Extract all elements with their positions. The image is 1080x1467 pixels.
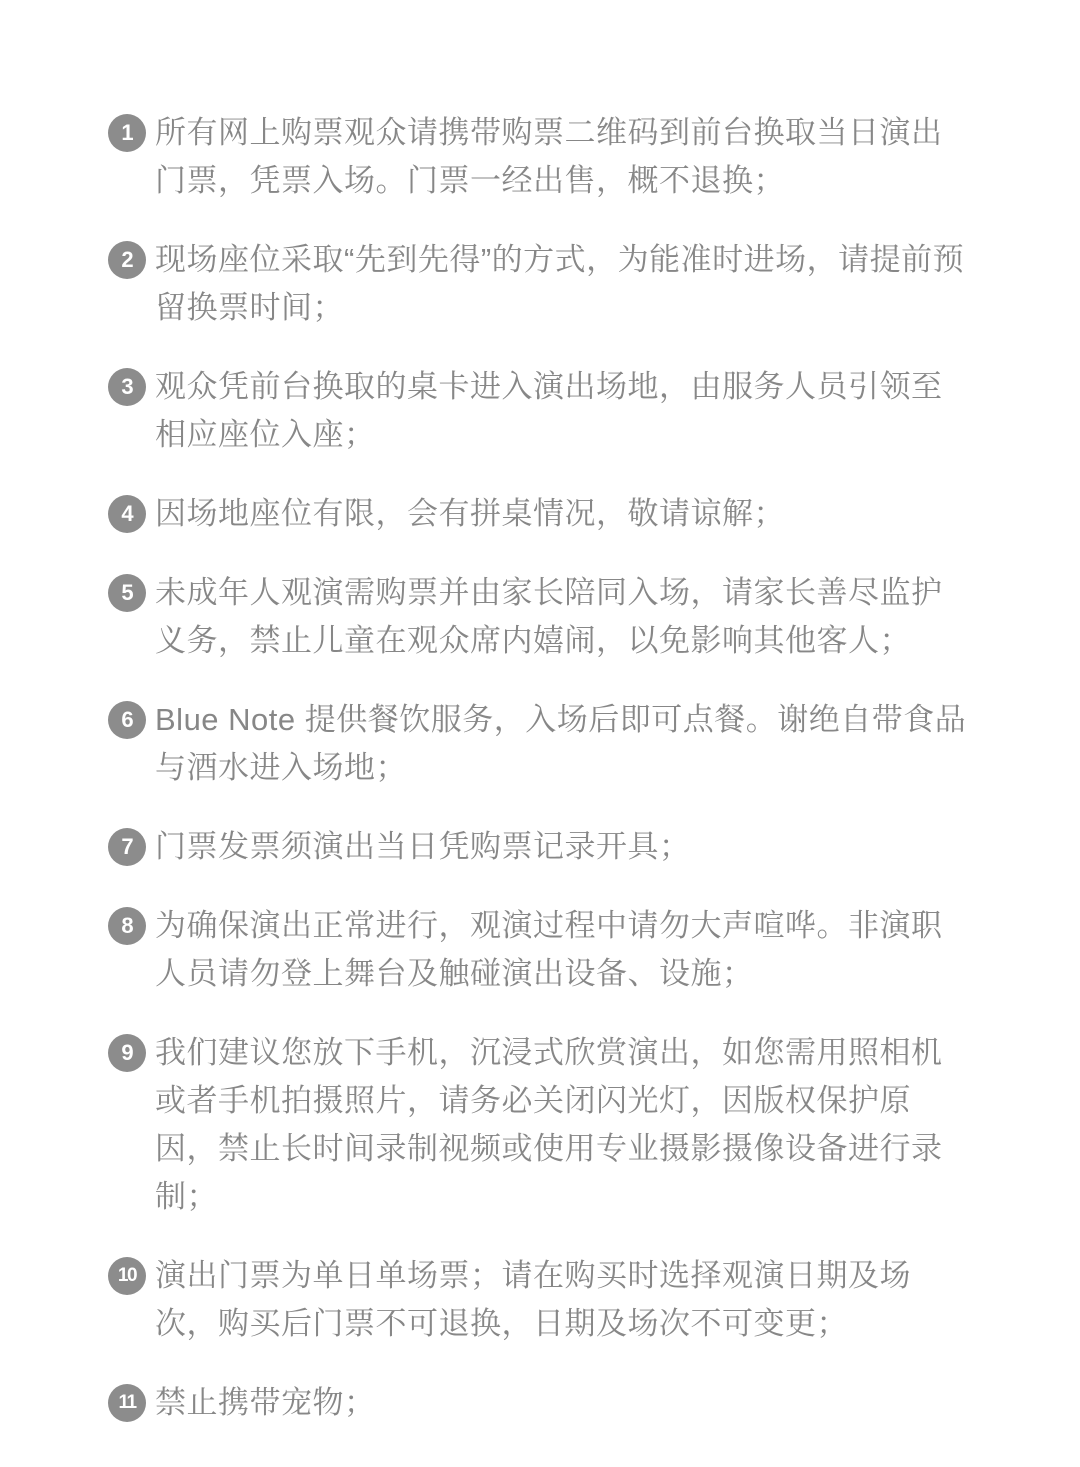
item-number-badge: 3 (108, 368, 146, 406)
item-text: 演出门票为单日单场票；请在购买时选择观演日期及场次，购买后门票不可退换，日期及场次不可变更； (155, 1258, 911, 1341)
item-number-badge: 2 (108, 241, 146, 279)
item-text: 禁止携带宠物； (155, 1385, 376, 1420)
item-text: Blue Note 提供餐饮服务，入场后即可点餐。谢绝自带食品与酒水进入场地； (155, 702, 967, 785)
item-text: 未成年人观演需购票并由家长陪同入场，请家长善尽监护义务，禁止儿童在观众席内嬉闹，以免影响其他客人； (155, 575, 943, 658)
list-item (108, 1252, 970, 1348)
item-text: 因场地座位有限，会有拼桌情况，敬请谅解； (155, 496, 785, 531)
item-number-badge: 6 (108, 701, 146, 739)
item-text: 观众凭前台换取的桌卡进入演出场地，由服务人员引领至相应座位入座； (155, 369, 943, 452)
item-number-badge: 7 (108, 828, 146, 866)
item-number-badge: 9 (108, 1034, 146, 1072)
item-text: 为确保演出正常进行，观演过程中请勿大声喧哗。非演职人员请勿登上舞台及触碰演出设备、设施； (155, 908, 943, 991)
item-number-badge: 4 (108, 495, 146, 533)
item-number-badge: 5 (108, 574, 146, 612)
list-item (108, 490, 970, 538)
item-text: 现场座位采取“先到先得”的方式，为能准时进场，请提前预留换票时间； (155, 242, 965, 325)
list-item (108, 569, 970, 665)
notice-list (108, 109, 970, 1427)
item-text: 门票发票须演出当日凭购票记录开具； (155, 829, 691, 864)
list-item (108, 1379, 970, 1427)
list-item (108, 236, 970, 332)
list-item (108, 696, 970, 792)
item-number-badge: 10 (108, 1257, 146, 1295)
list-item (108, 823, 970, 871)
item-number-badge: 8 (108, 907, 146, 945)
list-item (108, 109, 970, 205)
item-text: 所有网上购票观众请携带购票二维码到前台换取当日演出门票，凭票入场。门票一经出售，概不退换； (155, 115, 943, 198)
list-item (108, 363, 970, 459)
list-item (108, 1029, 970, 1221)
list-item (108, 902, 970, 998)
item-number-badge: 1 (108, 114, 146, 152)
item-number-badge: 11 (108, 1384, 146, 1422)
item-text: 我们建议您放下手机，沉浸式欣赏演出，如您需用照相机或者手机拍摄照片，请务必关闭闪光灯，因版权保护原因，禁止长时间录制视频或使用专业摄影摄像设备进行录制； (155, 1035, 943, 1214)
